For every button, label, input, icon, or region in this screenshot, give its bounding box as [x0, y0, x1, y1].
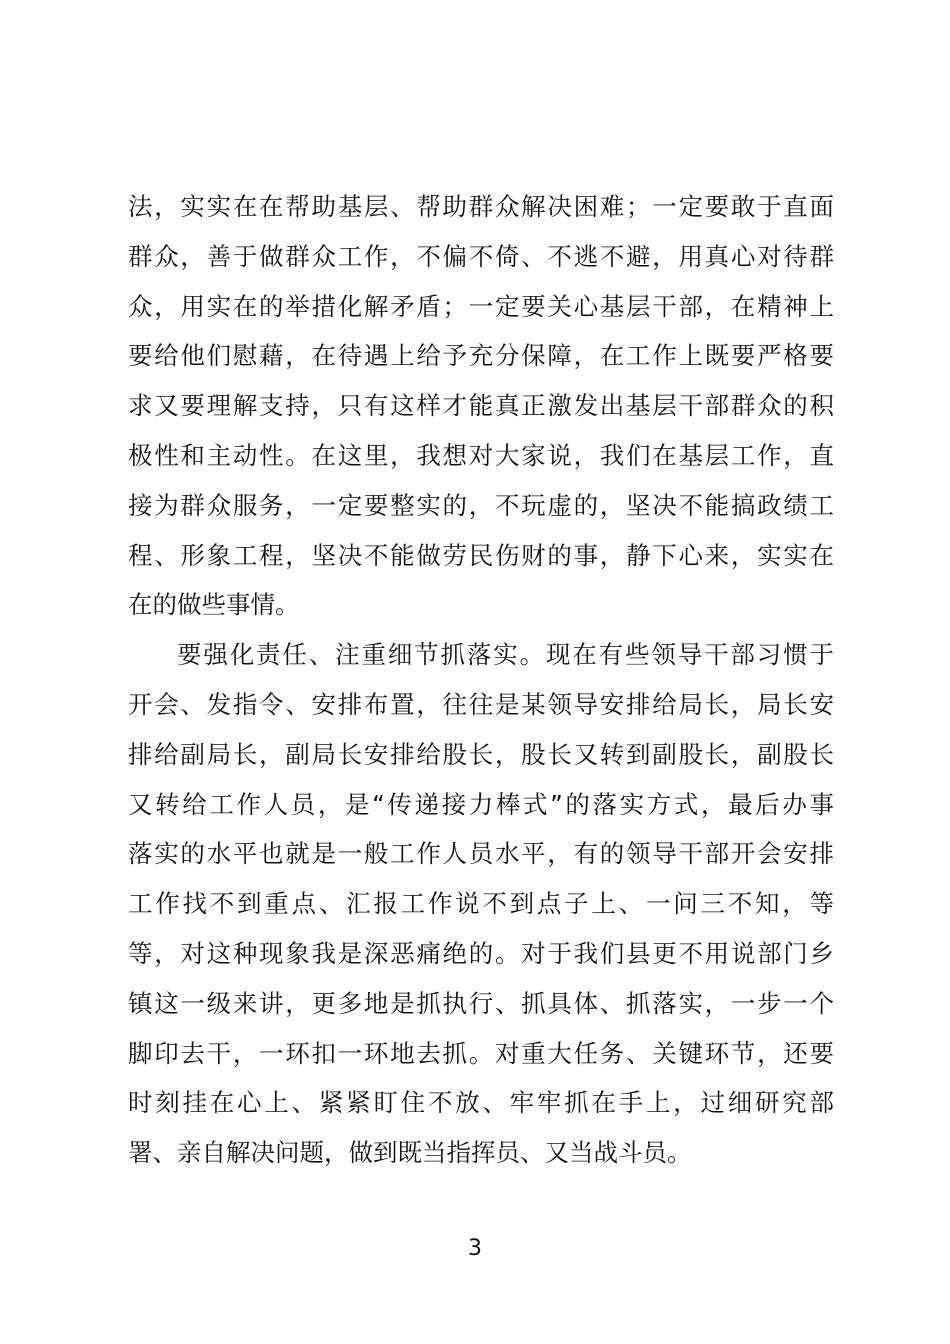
text-line: 时刻挂在心上、紧紧盯住不放、牢牢抓在手上，过细研究部: [128, 1088, 834, 1118]
document-body: [128, 182, 834, 1178]
text-line: 程、形象工程，坚决不能做劳民伤财的事，静下心来，实实在: [128, 540, 834, 570]
text-line: 工作找不到重点、汇报工作说不到点子上、一问三不知，等: [128, 889, 834, 919]
text-line: 众，用实在的举措化解矛盾；一定要关心基层干部，在精神上: [128, 291, 834, 321]
text-line: 极性和主动性。在这里，我想对大家说，我们在基层工作，直: [128, 440, 834, 470]
text-line: 要给他们慰藉，在待遇上给予充分保障，在工作上既要严格要: [128, 341, 834, 371]
page-number: 3: [468, 1236, 482, 1261]
text-line: 落实的水平也就是一般工作人员水平，有的领导干部开会安排: [128, 839, 834, 869]
text-line: 脚印去干，一环扣一环地去抓。对重大任务、关键环节，还要: [128, 1038, 834, 1068]
text-line: 法，实实在在帮助基层、帮助群众解决困难；一定要敢于直面: [128, 192, 834, 221]
text-line: 署、亲自解决问题，做到既当指挥员、又当战斗员。: [128, 1138, 692, 1168]
text-line: 群众，善于做群众工作，不偏不倚、不逃不避，用真心对待群: [128, 241, 834, 271]
text-line: 排给副局长，副局长安排给股长，股长又转到副股长，副股长: [128, 739, 834, 769]
text-line: 在的做些事情。: [128, 590, 300, 620]
text-line: 接为群众服务，一定要整实的，不玩虚的，坚决不能搞政绩工: [128, 490, 834, 520]
text-line: 开会、发指令、安排布置，往往是某领导安排给局长，局长安: [128, 689, 834, 719]
text-line: 又转给工作人员，是“传递接力棒式”的落实方式，最后办事: [128, 789, 834, 819]
text-line: 求又要理解支持，只有这样才能真正激发出基层干部群众的积: [128, 391, 834, 421]
text-line: 镇这一级来讲，更多地是抓执行、抓具体、抓落实，一步一个: [128, 988, 834, 1018]
text-line: 要强化责任、注重细节抓落实。现在有些领导干部习惯于: [177, 640, 834, 670]
paragraph: [128, 630, 834, 1178]
text-line: 等，对这种现象我是深恶痛绝的。对于我们县更不用说部门乡: [128, 938, 834, 968]
paragraph: [128, 182, 834, 630]
